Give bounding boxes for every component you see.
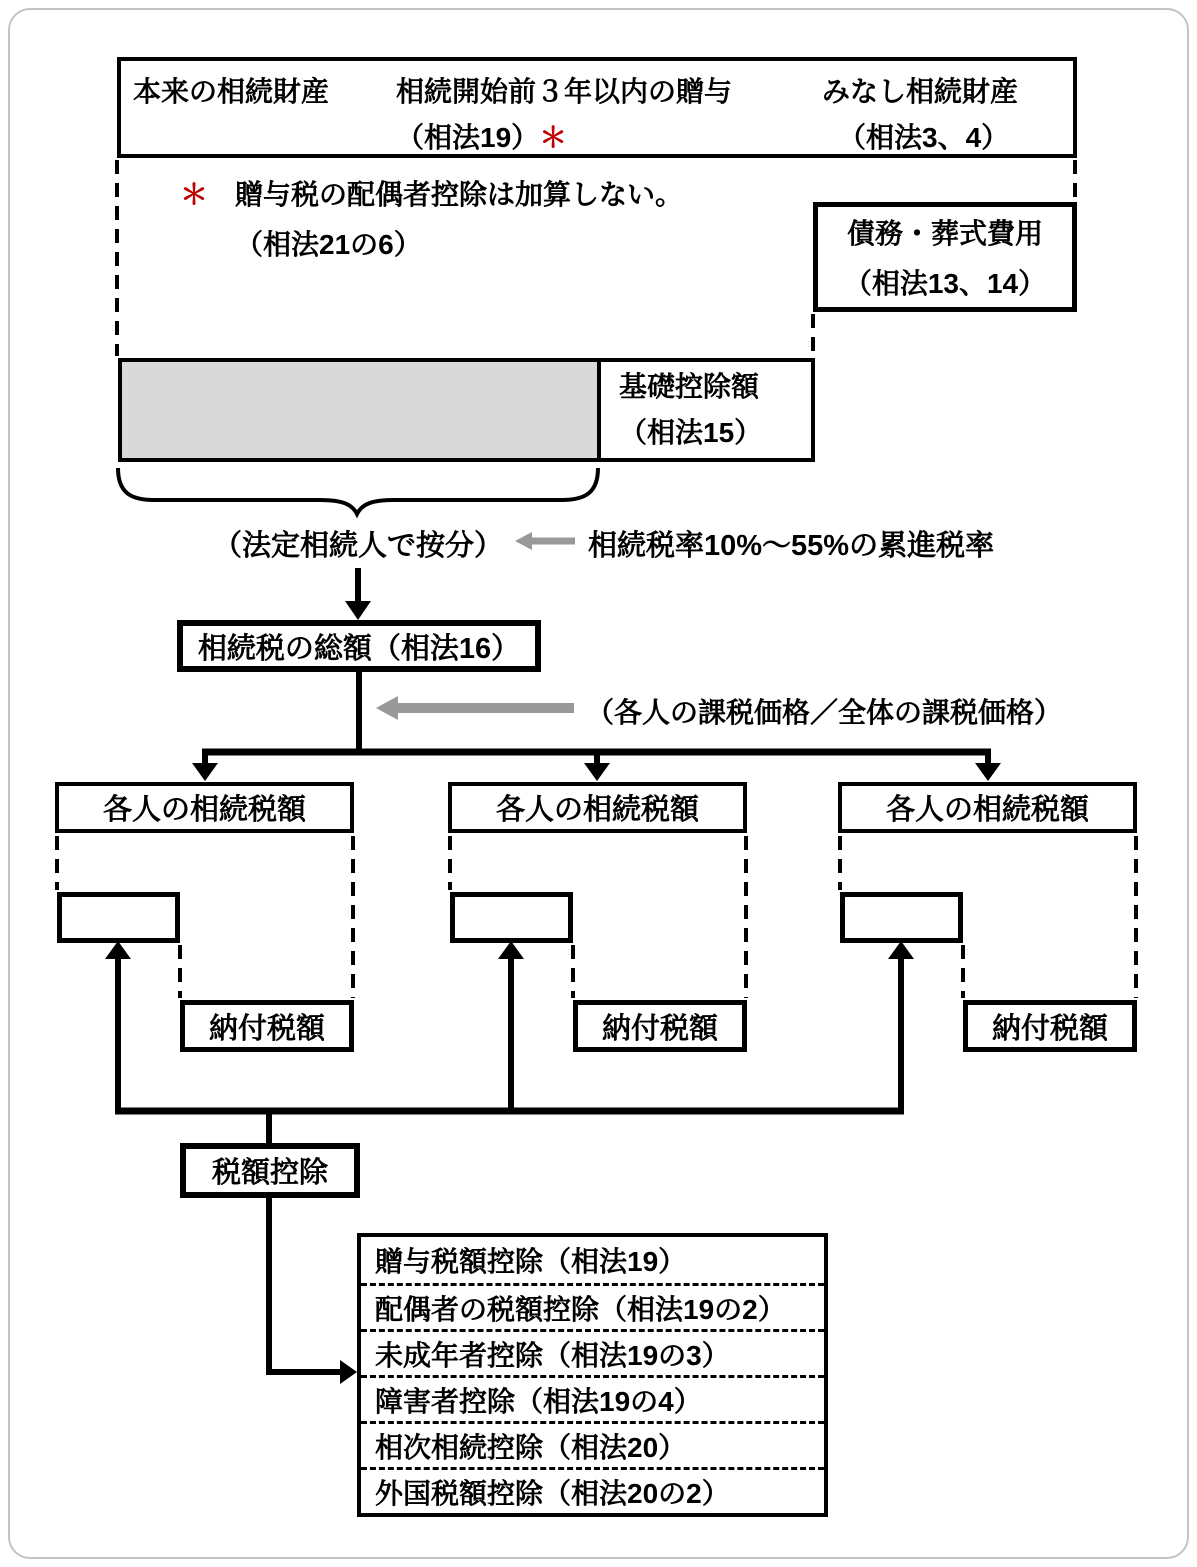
debt-funeral-box: [813, 202, 1077, 312]
red-asterisk: ＊: [180, 179, 209, 210]
branch-arrow-1-head: [192, 763, 218, 781]
note-text: 贈与税の配偶者控除は加算しない。: [235, 179, 684, 210]
gray-arrow-large-head: [376, 696, 398, 720]
credit-item-gift-tax: 贈与税額控除（相法19）: [375, 1246, 687, 1277]
payment-tax-box-1: 納付税額: [180, 1000, 354, 1052]
credit-item-successive: 相次相続控除（相法20）: [361, 1421, 824, 1467]
cell-line1: 相続開始前３年以内の贈与: [396, 76, 733, 107]
up-arrow-2-head: [498, 941, 524, 959]
cell-line1: 本来の相続財産: [133, 76, 330, 107]
allocation-ratio-label: （各人の課税価格／全体の課税価格）: [586, 697, 1063, 728]
taxable-estate-bar: [118, 358, 815, 462]
payment-tax-box-3: 納付税額: [963, 1000, 1137, 1052]
individual-tax-box-2: 各人の相続税額: [448, 782, 747, 833]
individual-tax-box-1: 各人の相続税額: [55, 782, 354, 833]
table-cell-gifts-3-years: [372, 61, 794, 154]
basic-line2: （相法15）: [619, 417, 763, 448]
debt-line1: 債務・葬式費用: [846, 218, 1043, 249]
branch-arrow-2-head: [584, 763, 610, 781]
credit-item-minor: 未成年者控除（相法19の3）: [361, 1329, 824, 1375]
payment-tax-box-2: 納付税額: [573, 1000, 747, 1052]
cell-line2: （相法19）＊: [396, 122, 568, 153]
tax-credit-box: 税額控除: [180, 1143, 360, 1198]
table-cell-original-estate: [121, 61, 372, 154]
credit-elbow-arrow-head: [340, 1360, 357, 1384]
credit-item-spouse: 配偶者の税額控除（相法19の2）: [361, 1283, 824, 1329]
individual-tax-box-3: 各人の相続税額: [838, 782, 1137, 833]
basic-line1: 基礎控除額: [619, 371, 760, 402]
credit-amount-box-1: [57, 892, 180, 943]
red-asterisk: ＊: [539, 122, 568, 153]
total-inheritance-tax-box: 相続税の総額（相法16）: [177, 620, 541, 672]
taxable-amount-shaded-area: [122, 362, 601, 458]
cell-line2: （相法3、4）: [838, 122, 1010, 153]
progressive-tax-rate-label: 相続税率10%～55%の累進税率: [588, 530, 995, 562]
branch-arrow-3-head: [975, 763, 1001, 781]
estate-components-table: [117, 57, 1077, 158]
note-line1: [180, 170, 820, 220]
credit-amount-box-3: [840, 892, 963, 943]
arrow-to-total-head: [345, 601, 371, 620]
note-line2: （相法21の6）: [235, 229, 422, 260]
credit-item-foreign: 外国税額控除（相法20の2）: [361, 1467, 824, 1513]
gray-arrow-small-head: [515, 532, 532, 550]
credit-item-disabled: 障害者控除（相法19の4）: [361, 1375, 824, 1421]
curly-brace: [118, 468, 598, 514]
tax-credit-list-box: [357, 1233, 828, 1517]
asterisk-note: [180, 170, 820, 270]
up-arrow-3-head: [888, 941, 914, 959]
credit-amount-box-2: [450, 892, 573, 943]
debt-line2: （相法13、14）: [843, 268, 1047, 299]
up-arrow-1-head: [105, 941, 131, 959]
table-cell-deemed-estate: [794, 61, 1081, 154]
basic-deduction-cell: [619, 364, 762, 456]
statutory-heirs-division-label: （法定相続人で按分）: [213, 530, 504, 562]
cell-line1: みなし相続財産: [822, 76, 1019, 107]
